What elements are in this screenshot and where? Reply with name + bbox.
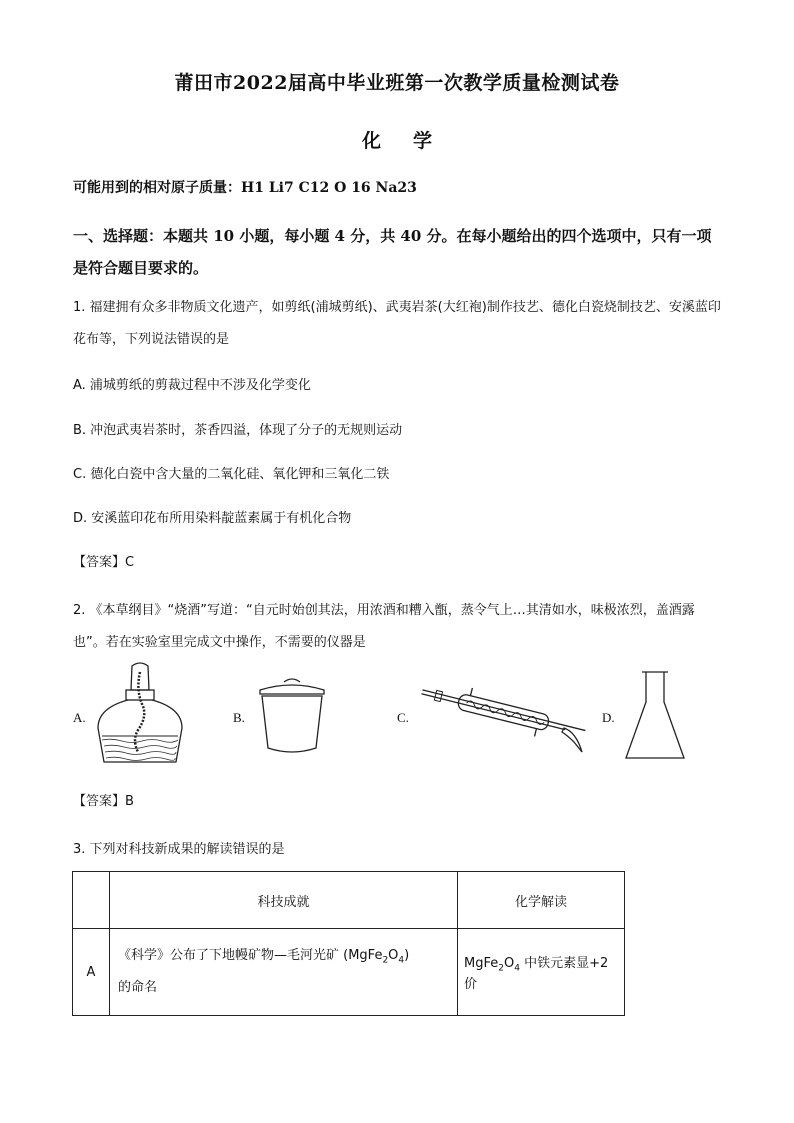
question-2-answer: 【答案】B — [73, 794, 134, 809]
interpretation-text: O — [503, 955, 515, 971]
question-1-stem: 1. 福建拥有众多非物质文化遗产，如剪纸(浦城剪纸)、武夷岩茶(大红袍)制作技艺、德化白瓷烧制技艺、安溪蓝印花布等，下列说法错误的是 — [73, 300, 721, 347]
subject-char-1: 化 — [361, 130, 381, 152]
row-label: A — [73, 929, 110, 1016]
achievement-text: 《科学》公布了下地幔矿物—毛河光矿 (MgFe — [118, 947, 383, 963]
achievement-text: ) — [404, 947, 410, 963]
subscript: 4 — [514, 963, 520, 974]
achievement-text-line2: 的命名 — [118, 980, 158, 996]
q2-label-c: C. — [397, 710, 409, 725]
interpretation-text: MgFe — [464, 955, 499, 971]
question-3-stem: 3. 下列对科技新成果的解读错误的是 — [73, 842, 285, 857]
question-1-option-a: A. 浦城剪纸的剪裁过程中不涉及化学变化 — [73, 378, 311, 393]
subscript: 4 — [398, 955, 405, 966]
exam-title: 莆田市2022届高中毕业班第一次教学质量检测试卷 — [174, 72, 620, 94]
question-1-option-c: C. 德化白瓷中含大量的二氧化硅、氧化钾和三氧化二铁 — [73, 467, 390, 482]
question-1-option-b: B. 冲泡武夷岩茶时，茶香四溢，体现了分子的无规则运动 — [73, 423, 403, 438]
question-2-stem: 2. 《本草纲目》“烧酒”写道：“自元时始创其法，用浓酒和糟入甑，蒸令气上…其清如水，味极浓烈，盖酒露也”。若在实验室里完成文中操作，不需要的仪器是 — [73, 603, 695, 650]
table-header-achievement: 科技成就 — [110, 872, 458, 929]
row-interpretation — [458, 929, 625, 1016]
steamer-pot-image — [254, 676, 330, 756]
atomic-masses: 可能用到的相对原子质量：H1 Li7 C12 O 16 Na23 — [73, 180, 417, 196]
achievement-text: O — [388, 947, 399, 963]
question-1-answer: 【答案】C — [73, 555, 135, 570]
question-3-table — [72, 871, 625, 1016]
subscript: 2 — [382, 955, 389, 966]
question-1-option-d: D. 安溪蓝印花布所用染料靛蓝素属于有机化合物 — [73, 511, 352, 526]
section-heading: 一、选择题：本题共 10 小题，每小题 4 分，共 40 分。在每小题给出的四个选项中，只有一项是符合题目要求的。 — [73, 227, 712, 277]
interpretation-text: 中铁元素显+2 价 — [464, 955, 609, 993]
table-header-cell — [73, 872, 110, 929]
table-row — [73, 929, 625, 1016]
subject-char-2: 学 — [413, 130, 433, 152]
q2-label-a: A. — [73, 710, 86, 725]
row-achievement — [110, 929, 458, 1016]
alcohol-lamp-image — [92, 660, 188, 768]
q2-label-b: B. — [233, 710, 245, 725]
table-header-interpretation: 化学解读 — [458, 872, 625, 929]
subscript: 2 — [498, 963, 504, 974]
subject-title — [0, 126, 794, 153]
q2-label-d: D. — [602, 710, 615, 725]
conical-flask-image — [622, 668, 688, 764]
table-header-row — [73, 872, 625, 929]
condenser-image — [416, 680, 588, 756]
